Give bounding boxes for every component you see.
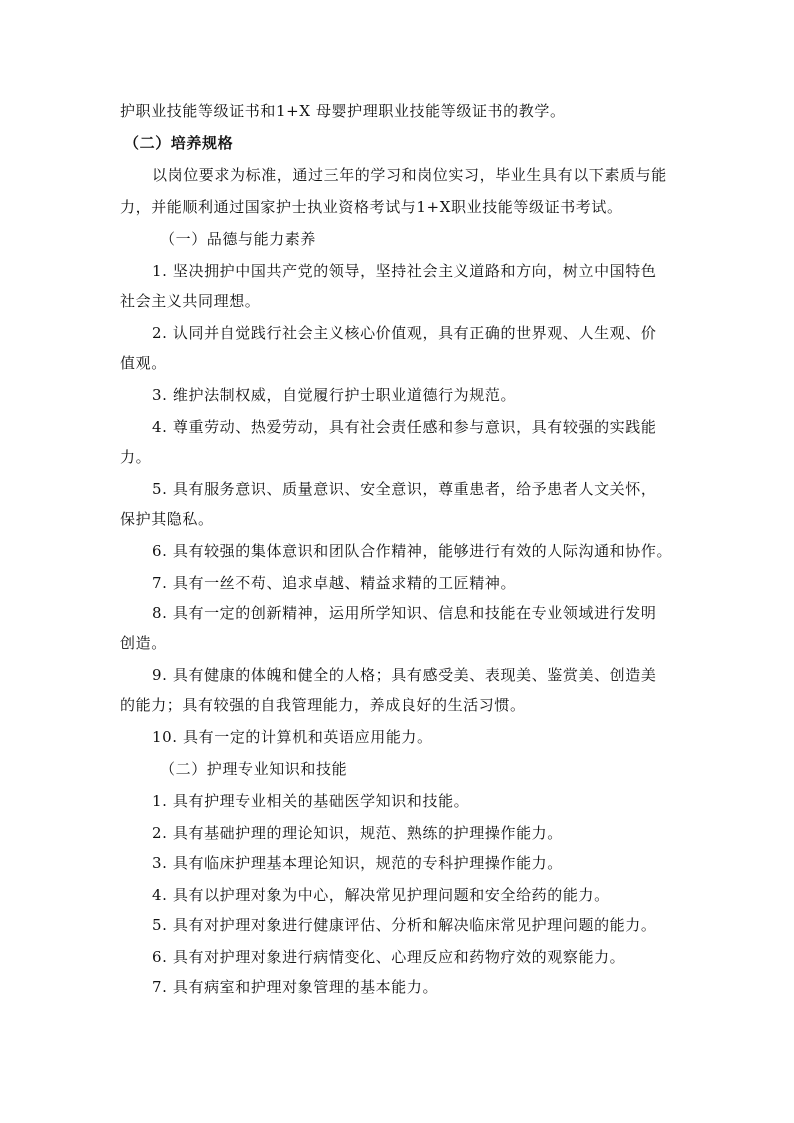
text-line: 护职业技能等级证书和1+X 母婴护理职业技能等级证书的教学。	[120, 102, 566, 120]
list-item: 5. 具有对护理对象进行健康评估、分析和解决临床常见护理问题的能力。	[152, 916, 657, 934]
list-item: 1. 坚决拥护中国共产党的领导，坚持社会主义道路和方向，树立中国特色	[152, 262, 657, 280]
list-item: 7. 具有一丝不苟、追求卓越、精益求精的工匠精神。	[152, 574, 517, 592]
subsection-heading: （一）品德与能力素养	[160, 230, 317, 248]
list-item: 5. 具有服务意识、质量意识、安全意识，尊重患者，给予患者人文关怀，	[152, 480, 657, 498]
list-item: 1. 具有护理专业相关的基础医学知识和技能。	[152, 792, 470, 810]
list-item: 9. 具有健康的体魄和健全的人格；具有感受美、表现美、鉴赏美、创造美	[152, 666, 657, 684]
section-heading: （二）培养规格	[124, 134, 234, 152]
text-line: 力。	[120, 448, 152, 466]
list-item: 4. 具有以护理对象为中心，解决常见护理问题和安全给药的能力。	[152, 886, 610, 904]
list-item: 4. 尊重劳动、热爱劳动，具有社会责任感和参与意识，具有较强的实践能	[152, 418, 657, 436]
text-line: 值观。	[120, 354, 167, 372]
text-line: 的能力；具有较强的自我管理能力，养成良好的生活习惯。	[120, 696, 526, 714]
list-item: 6. 具有较强的集体意识和团队合作精神，能够进行有效的人际沟通和协作。	[152, 542, 673, 560]
list-item: 3. 维护法制权威，自觉履行护士职业道德行为规范。	[152, 386, 517, 404]
text-line: 保护其隐私。	[120, 510, 214, 528]
text-line: 力，并能顺利通过国家护士执业资格考试与1+X职业技能等级证书考试。	[120, 198, 623, 216]
text-line: 社会主义共同理想。	[120, 292, 261, 310]
text-line: 以岗位要求为标准，通过三年的学习和岗位实习，毕业生具有以下素质与能	[152, 166, 667, 184]
list-item: 7. 具有病室和护理对象管理的基本能力。	[152, 978, 439, 996]
list-item: 8. 具有一定的创新精神，运用所学知识、信息和技能在专业领域进行发明	[152, 604, 657, 622]
list-item: 2. 具有基础护理的理论知识，规范、熟练的护理操作能力。	[152, 824, 563, 842]
text-line: 创造。	[120, 634, 167, 652]
subsection-heading: （二）护理专业知识和技能	[160, 760, 348, 778]
list-item: 2. 认同并自觉践行社会主义核心价值观，具有正确的世界观、人生观、价	[152, 324, 657, 342]
list-item: 3. 具有临床护理基本理论知识，规范的专科护理操作能力。	[152, 854, 563, 872]
list-item: 10. 具有一定的计算机和英语应用能力。	[152, 728, 433, 746]
list-item: 6. 具有对护理对象进行病情变化、心理反应和药物疗效的观察能力。	[152, 948, 626, 966]
